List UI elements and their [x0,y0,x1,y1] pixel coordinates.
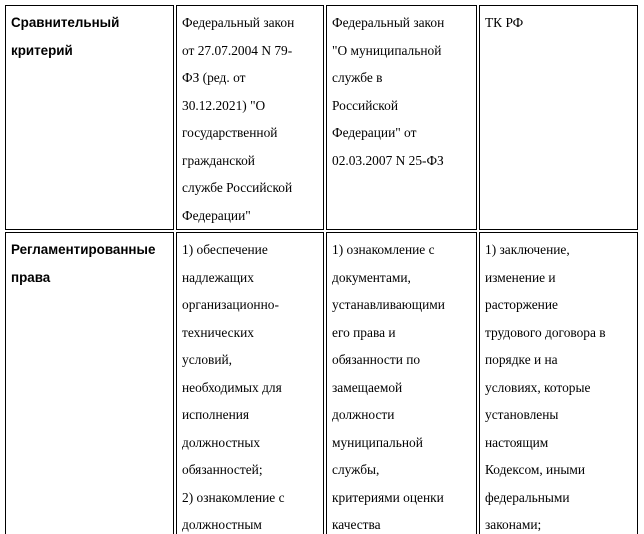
row-cell-tk [479,232,638,534]
header-law79-text: Федеральный закон от 27.07.2004 N 79- ФЗ (ред. от 30.12.2021) "О государственной гражданской службе Российской Федерации" [182,15,295,223]
header-cell-law25 [326,5,477,230]
row-law79-text: 1) обеспечение надлежащих организационно- технических условий, необходимых для исполнения должностных обязанностей; 2) ознакомление с должностным [182,242,285,532]
row-law25-text: 1) ознакомление с документами, устанавливающими его права и обязанности по замещаемой должности муниципальной службы, критериями оценки качества [332,242,445,532]
header-criterion-text: Сравнительный критерий [11,15,120,58]
table-row [5,232,638,534]
header-cell-law79 [176,5,324,230]
row-cell-criterion [5,232,174,534]
header-cell-tk [479,5,638,230]
header-law25-text: Федеральный закон "О муниципальной службе в Российской Федерации" от 02.03.2007 N 25-ФЗ [332,15,445,168]
row-tk-text: 1) заключение, изменение и расторжение трудового договора в порядке и на условиях, которые установлены настоящим Кодексом, иными федеральными законами; [485,242,606,532]
row-cell-law25 [326,232,477,534]
header-cell-criterion [5,5,174,230]
table-header-row [5,5,638,230]
comparison-table [3,3,640,534]
row-cell-law79 [176,232,324,534]
row-criterion-text: Регламентированные права [11,242,156,285]
header-tk-text: ТК РФ [485,15,524,30]
